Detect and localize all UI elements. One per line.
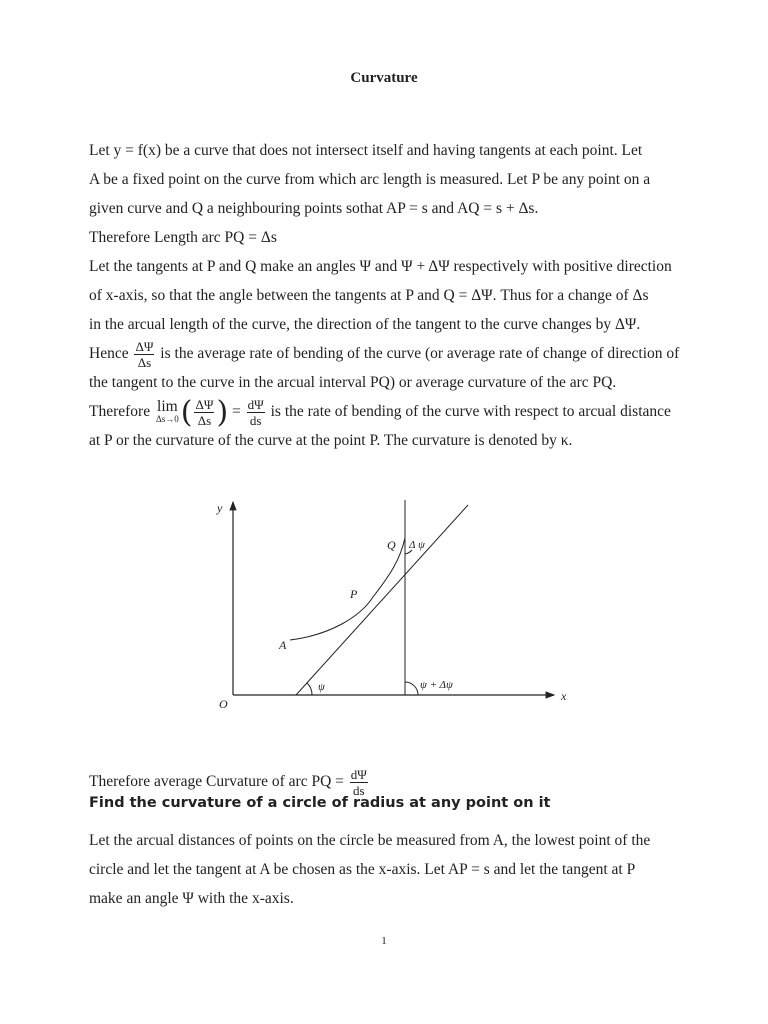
hence-word: Hence [89,345,129,363]
y-axis-label: y [217,501,223,515]
therefore-word: Therefore [89,403,151,421]
text-line: Therefore Length arc PQ = Δs [89,229,277,246]
text-line: given curve and Q a neighbouring points sothat AP = s and AQ = s + Δs. [89,200,539,217]
point-q-label: Q [387,538,396,552]
tangent-at-p [296,505,468,695]
left-paren: ( [180,395,193,430]
text-line: Let the tangents at P and Q make an angles Ψ and Ψ + ΔΨ respectively with positive direction [89,258,672,275]
text-line: Let the arcual distances of points on the circle be measured from A, the lowest point of the [89,832,651,849]
equals-sign: = [232,403,241,421]
psi-dpsi-angle-arc [405,682,418,695]
psi-plus-delta-psi-label: ψ + Δψ [420,679,453,691]
circle-paragraph [89,826,699,913]
text-line: A be a fixed point on the curve from which arc length is measured. Let P be any point on a [89,171,651,188]
fraction-numerator: ΔΨ [195,397,214,412]
fraction-denominator: ds [353,782,365,798]
section-heading: Find the curvature of a circle of radius at any point on it [89,795,551,811]
text-line: at P or the curvature of the curve at the point P. The curvature is denoted by κ. [89,432,573,449]
point-a-label: A [279,638,287,652]
intro-paragraph [89,136,699,455]
limit-word: lim [157,397,178,415]
text-line: of x-axis, so that the angle between the tangents at P and Q = ΔΨ. Thus for a change of Δs [89,287,649,304]
limit-text: is the rate of bending of the curve with respect to arcual distance [270,403,671,421]
average-rate-fraction [134,339,154,370]
fraction-denominator: Δs [137,355,152,370]
limit-fraction [194,397,214,428]
page-title: Curvature [350,70,418,86]
page-number: 1 [381,935,387,947]
fraction-denominator: Δs [197,413,212,428]
limit-subscript: Δs→0 [155,413,179,424]
average-curvature-line [89,765,699,799]
text-line-hence [89,339,699,368]
fraction-denominator: ds [249,413,262,428]
average-curvature-text: Therefore average Curvature of arc PQ = [89,773,344,790]
text-line: circle and let the tangent at A be chosen as the x-axis. Let AP = s and let the tangent at P [89,861,636,878]
derivative-fraction [247,397,265,428]
text-line-limit [89,395,699,430]
point-p-label: P [350,587,358,601]
text-line: in the arcual length of the curve, the direction of the tangent to the curve changes by ΔΨ. [89,316,641,333]
psi-angle-arc [307,683,312,695]
right-paren: ) [216,395,229,430]
text-line: the tangent to the curve in the arcual interval PQ) or average curvature of the arc PQ. [89,374,617,391]
average-curvature-fraction [350,767,368,798]
hence-text: is the average rate of bending of the curve (or average rate of change of direction of [160,345,680,363]
delta-psi-label: Δ ψ [409,539,425,551]
fraction-numerator: dΨ [247,397,264,412]
text-line: Let y = f(x) be a curve that does not intersect itself and having tangents at each point. Let [89,142,643,159]
origin-label: O [219,697,228,711]
x-axis-label: x [561,689,567,703]
curve [290,538,405,640]
text-line: make an angle Ψ with the x-axis. [89,890,294,907]
curvature-figure [200,490,580,720]
fraction-numerator: dΨ [350,766,367,782]
psi-label: ψ [318,681,325,693]
limit-operator [155,397,179,425]
fraction-numerator: ΔΨ [135,339,154,354]
